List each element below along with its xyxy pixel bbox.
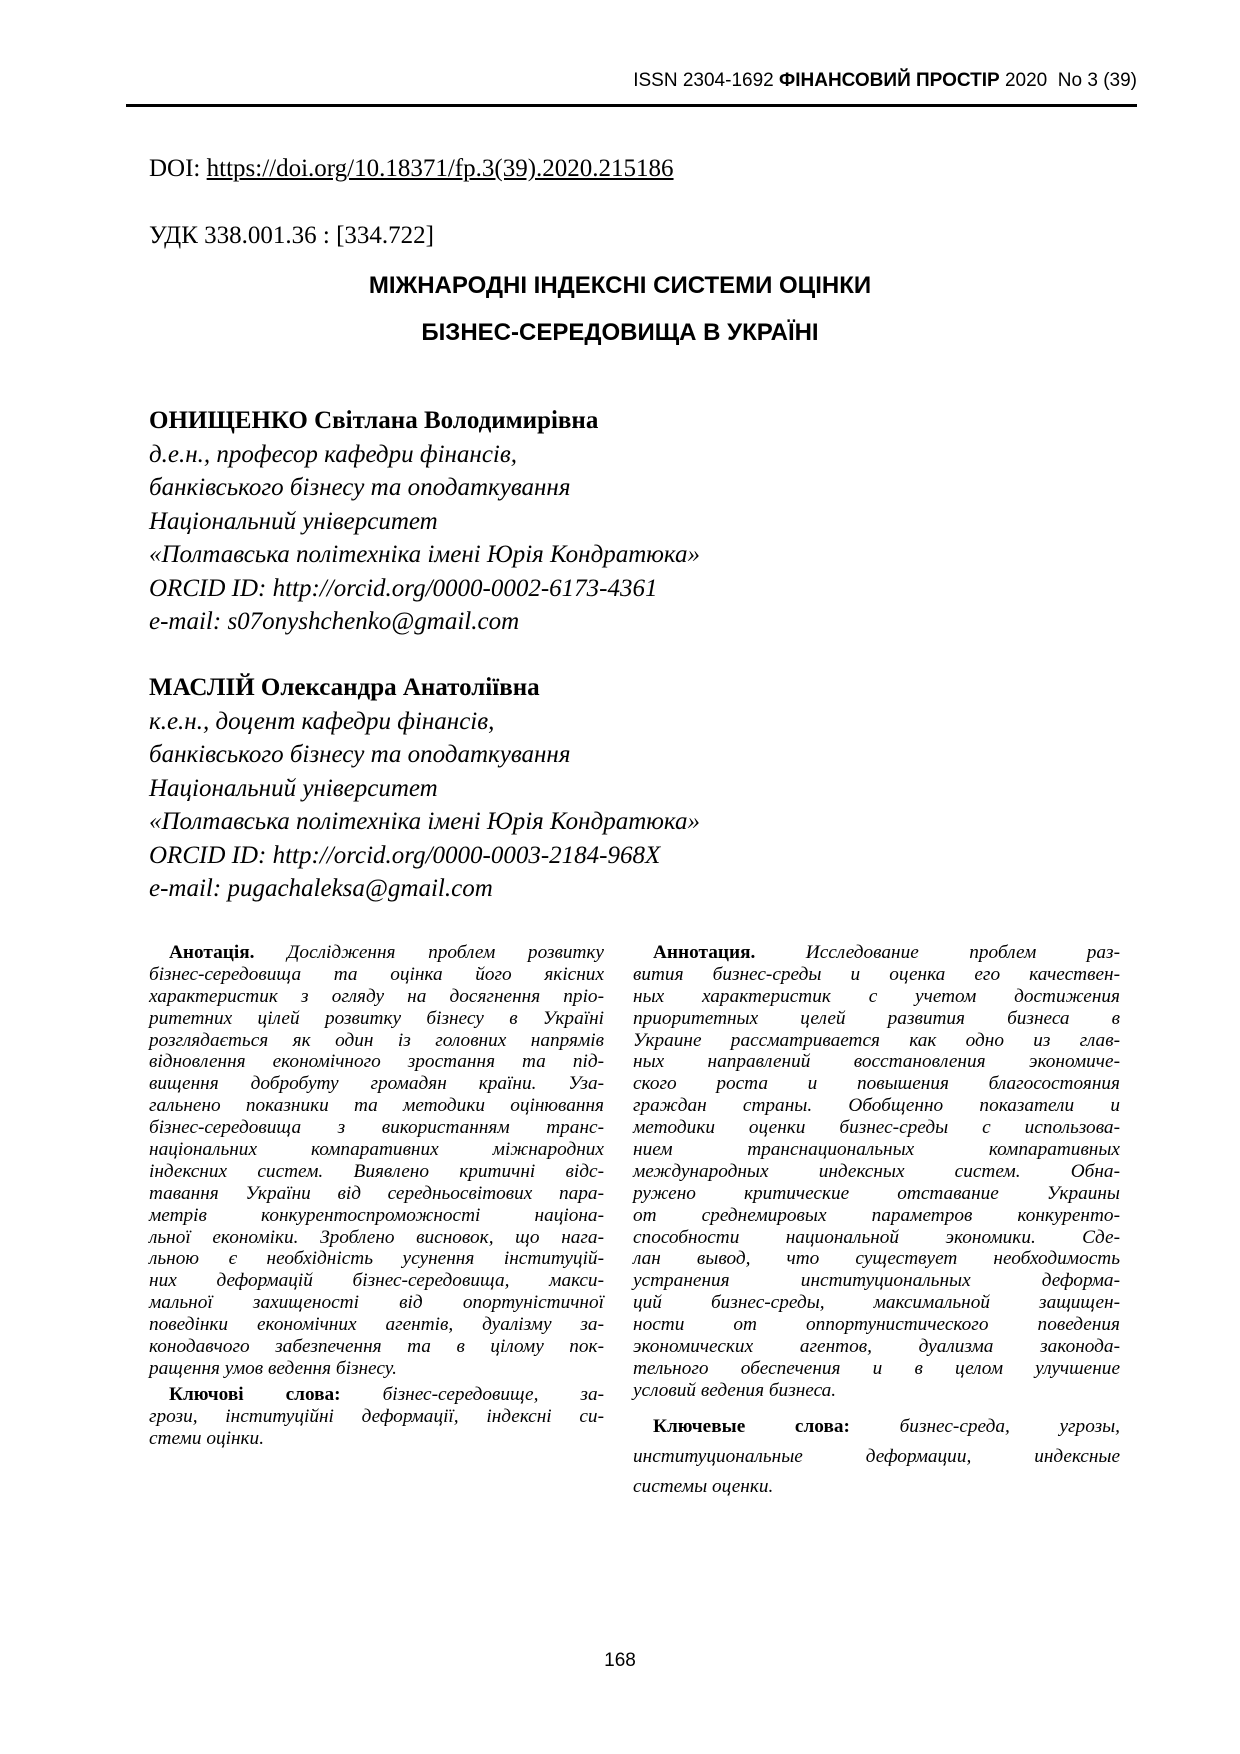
abstract-text: тавання України від середньосвітових пара-: [149, 1182, 604, 1204]
abstract-line: [149, 1227, 604, 1249]
abstract-line: [633, 1270, 1120, 1292]
abstract-line: [633, 1336, 1120, 1358]
abstract-text: способности национальной экономики. Сде-: [633, 1226, 1120, 1248]
keywords-label: Ключевые слова:: [653, 1416, 850, 1437]
abstract-line: [633, 1139, 1120, 1161]
abstract-text: от среднемировых параметров конкуренто-: [633, 1204, 1120, 1226]
doi: [149, 155, 674, 183]
abstract-line: [149, 1270, 604, 1292]
author-affiliation-line: Національний університет: [149, 507, 438, 535]
udk: УДК 338.001.36 : [334.722]: [149, 222, 434, 249]
abstract-text: граждан страны. Обобщенно показатели и: [633, 1095, 1120, 1117]
keywords-ukrainian: [149, 1384, 604, 1450]
abstract-line: [633, 1095, 1120, 1117]
author-affiliation-line: ORCID ID: http://orcid.org/0000-0003-2184-968X: [149, 841, 661, 869]
abstract-text: ского роста и повышения благосостояния: [633, 1073, 1120, 1095]
abstract-line: [149, 1073, 604, 1095]
keywords-line: [149, 1428, 604, 1450]
abstract-text: мальної захищеності від опортуністичної: [149, 1292, 604, 1314]
abstract-text: лан вывод, что существует необходимость: [633, 1248, 1120, 1270]
author-affiliation-line: банківського бізнесу та оподаткування: [149, 741, 571, 768]
doi-label: DOI:: [149, 155, 201, 182]
article-title-line-1: МІЖНАРОДНІ ІНДЕКСНІ СИСТЕМИ ОЦІНКИ: [368, 272, 872, 299]
abstract-line: [633, 1292, 1120, 1314]
author-affiliation-line: д.е.н., професор кафедри фінансів,: [149, 440, 517, 468]
keywords-text: бизнес-среда, угрозы,: [899, 1416, 1120, 1437]
abstract-text: розглядається як один із головних напрямів: [149, 1029, 604, 1051]
keywords-line: [633, 1472, 1120, 1502]
author-name: МАСЛІЙ Олександра Анатоліївна: [149, 674, 540, 701]
abstract-text: нием транснациональных компаративных: [633, 1139, 1120, 1161]
abstract-text: ций бизнес-среды, максимальной защищен-: [633, 1292, 1120, 1314]
author-block: [149, 671, 700, 906]
abstract-line: [149, 1314, 604, 1336]
abstract-russian: [633, 942, 1120, 1402]
abstract-text: Исследование проблем раз-: [805, 942, 1120, 963]
abstract-text: бізнес-середовища з використанням транс-: [149, 1117, 604, 1139]
abstract-text: конодавчого забезпечення та в цілому пок-: [149, 1336, 604, 1358]
issn: ISSN 2304-1692: [633, 70, 774, 91]
abstract-line: [149, 1248, 604, 1270]
keywords-text: институциональные деформации, индексные: [633, 1446, 1120, 1467]
abstract-text: метрів конкурентоспроможності націона-: [149, 1204, 604, 1226]
keywords-label: Ключові слова:: [169, 1384, 341, 1405]
abstract-line: [633, 1227, 1120, 1249]
abstract-line: [633, 1073, 1120, 1095]
keywords-text: бізнес-середовище, за-: [382, 1384, 605, 1405]
abstract-line: [149, 1008, 604, 1030]
year: 2020: [1004, 70, 1048, 91]
abstract-line: [633, 986, 1120, 1008]
abstract-text: тельного обеспечения и в целом улучшение: [633, 1357, 1120, 1379]
abstract-text: вития бизнес-среды и оценка его качествен-: [633, 963, 1120, 985]
abstract-text: вищення добробуту громадян країни. Уза-: [149, 1073, 604, 1095]
author-affiliation-line: банківського бізнесу та оподаткування: [149, 474, 571, 501]
abstract-line: [149, 1292, 604, 1314]
abstract-text: устранения институциональных деформа-: [633, 1270, 1120, 1292]
keywords-line: [633, 1442, 1120, 1472]
header-rule: [126, 104, 1137, 107]
abstract-line: [633, 964, 1120, 986]
abstract-text: экономических агентов, дуализма законода-: [633, 1336, 1120, 1358]
abstract-text: характеристик з огляду на досягнення пріо-: [149, 985, 604, 1007]
abstract-line: [149, 1117, 604, 1139]
abstract-ukrainian: [149, 942, 604, 1380]
keywords-line: [633, 1412, 1120, 1442]
author-affiliation-line: «Полтавська політехніка імені Юрія Кондратюка»: [149, 808, 700, 835]
abstract-line: [633, 1008, 1120, 1030]
abstract-line: [633, 1161, 1120, 1183]
abstract-line: [149, 1205, 604, 1227]
author-name: ОНИЩЕНКО Світлана Володимирівна: [149, 407, 599, 434]
abstract-line: [149, 1358, 604, 1380]
abstract-text: ружено критические отставание Украины: [633, 1182, 1120, 1204]
abstract-line: [149, 1161, 604, 1183]
abstract-line: [633, 1314, 1120, 1336]
page-number: 168: [604, 1650, 636, 1671]
keywords-text: грози, інституційні деформації, індексні си-: [149, 1405, 604, 1427]
author-affiliation-line: ORCID ID: http://orcid.org/0000-0002-6173-4361: [149, 574, 658, 602]
keywords-text: системы оценки.: [633, 1476, 774, 1497]
author-affiliation-line: «Полтавська політехніка імені Юрія Кондратюка»: [149, 541, 700, 568]
keywords-text: стеми оцінки.: [149, 1427, 265, 1449]
abstract-text: ности от оппортунистического поведения: [633, 1314, 1120, 1336]
abstract-text: методики оценки бизнес-среды с использова-: [633, 1117, 1120, 1139]
abstract-line: [149, 1095, 604, 1117]
abstract-text: національних компаративних міжнародних: [149, 1139, 604, 1161]
abstract-line: [149, 1336, 604, 1358]
doi-link[interactable]: https://doi.org/10.18371/fp.3(39).2020.215186: [206, 155, 674, 182]
abstract-line: [149, 942, 604, 964]
abstract-text: условий ведения бизнеса.: [633, 1379, 837, 1401]
abstract-label: Аннотация.: [653, 942, 756, 963]
abstract-text: ритетних цілей розвитку бізнесу в Україні: [149, 1007, 604, 1029]
abstract-text: гальнено показники та методики оцінювання: [149, 1095, 604, 1117]
author-affiliation-line: e-mail: s07onyshchenko@gmail.com: [149, 608, 520, 635]
abstract-line: [633, 1380, 1120, 1402]
abstract-text: льної економіки. Зроблено висновок, що нага-: [149, 1226, 604, 1248]
keywords-line: [149, 1384, 604, 1406]
abstract-line: [633, 1205, 1120, 1227]
abstract-text: Украине рассматривается как одно из глав-: [633, 1029, 1120, 1051]
author-block: [149, 404, 700, 639]
running-header: [633, 70, 1137, 92]
abstract-text: відновлення економічного зростання та під-: [149, 1051, 604, 1073]
abstract-line: [149, 1183, 604, 1205]
abstract-text: ных направлений восстановления экономиче-: [633, 1051, 1120, 1073]
abstract-line: [633, 1030, 1120, 1052]
abstract-line: [633, 1183, 1120, 1205]
abstract-text: ращення умов ведення бізнесу.: [149, 1357, 397, 1379]
keywords-russian: [633, 1412, 1120, 1502]
abstract-text: бізнес-середовища та оцінка його якісних: [149, 963, 604, 985]
abstract-label: Анотація.: [169, 942, 255, 963]
abstract-text: международных индексных систем. Обна-: [633, 1160, 1120, 1182]
article-title-line-2: БІЗНЕС-СЕРЕДОВИЩА В УКРАЇНІ: [421, 319, 819, 346]
abstract-text: індексних систем. Виявлено критичні відс-: [149, 1160, 604, 1182]
abstract-line: [633, 1051, 1120, 1073]
abstract-line: [633, 942, 1120, 964]
abstract-line: [149, 1139, 604, 1161]
abstract-line: [149, 986, 604, 1008]
abstract-line: [149, 1030, 604, 1052]
abstract-line: [633, 1358, 1120, 1380]
abstract-text: льною є необхідність усунення інституцій-: [149, 1248, 604, 1270]
author-affiliation-line: к.е.н., доцент кафедри фінансів,: [149, 707, 495, 735]
abstract-text: Дослідження проблем розвитку: [287, 942, 604, 963]
abstract-text: приоритетных целей развития бизнеса в: [633, 1007, 1120, 1029]
abstract-line: [149, 964, 604, 986]
abstract-text: ных характеристик с учетом достижения: [633, 985, 1120, 1007]
journal-name: ФІНАНСОВИЙ ПРОСТІР: [779, 70, 1000, 91]
author-affiliation-line: e-mail: pugachaleksa@gmail.com: [149, 875, 493, 902]
abstract-line: [149, 1051, 604, 1073]
author-affiliation-line: Національний університет: [149, 774, 438, 802]
abstract-text: поведінки економічних агентів, дуалізму за-: [149, 1314, 604, 1336]
abstract-text: них деформацій бізнес-середовища, макси-: [149, 1270, 604, 1292]
abstract-line: [633, 1117, 1120, 1139]
issue: No 3 (39): [1057, 70, 1137, 91]
abstract-line: [633, 1248, 1120, 1270]
keywords-line: [149, 1406, 604, 1428]
